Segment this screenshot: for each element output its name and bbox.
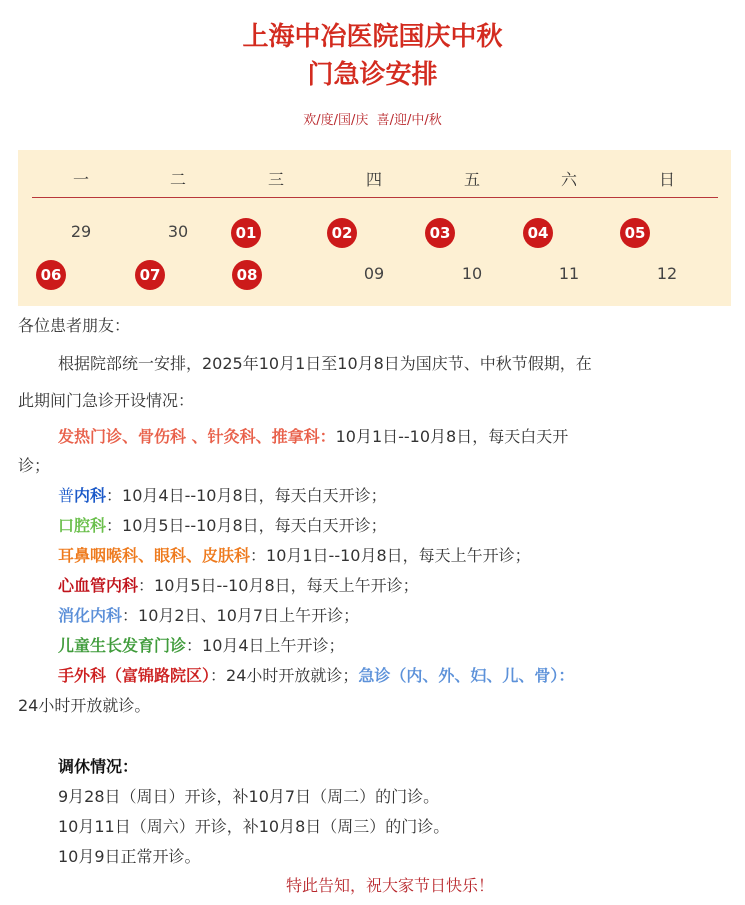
- adjustment-heading: 调休情况：: [58, 757, 139, 776]
- adjustment-line: 9月28日（周日）开诊，补10月7日（周二）的门诊。: [58, 787, 440, 806]
- schedule-detail: ：10月4日上午开诊；: [186, 636, 345, 655]
- adjustment-line: 10月11日（周六）开诊，补10月8日（周三）的门诊。: [58, 817, 450, 836]
- schedule-item-dental: [58, 511, 387, 541]
- schedule-item-internal-medicine: [58, 481, 387, 511]
- schedule-item-fever-ortho: [58, 422, 568, 452]
- weekday-mon: 一: [72, 170, 89, 189]
- department-name: 儿童生长发育门诊: [58, 636, 187, 655]
- schedule-detail: 10月1日--10月8日，每天白天开: [335, 427, 569, 446]
- intro-paragraph-line-2: 此期间门急诊开设情况：: [18, 391, 195, 410]
- schedule-detail: ：10月5日--10月8日，每天白天开诊；: [106, 516, 387, 535]
- calendar-weekday-header: [18, 167, 731, 193]
- schedule-item-continuation: 诊；: [18, 456, 51, 475]
- department-name: 内科: [74, 486, 107, 505]
- weekday-thu: 四: [365, 170, 382, 189]
- calendar-day-holiday: 01: [201, 218, 291, 248]
- calendar-day: 10: [461, 264, 483, 283]
- calendar-day-holiday: 08: [202, 260, 292, 290]
- closing-note: 特此告知，祝大家节日快乐！: [285, 876, 494, 895]
- calendar-day-holiday: 05: [590, 218, 680, 248]
- department-name: 心血管内科: [58, 576, 139, 595]
- holiday-calendar: [18, 150, 731, 306]
- department-name: 发热门诊、骨伤科 、针灸科、推拿科：: [58, 427, 336, 446]
- schedule-item-hand-surgery: [58, 661, 574, 691]
- greeting: 各位患者朋友：: [18, 316, 131, 335]
- weekday-sun: 日: [658, 170, 675, 189]
- calendar-day: 12: [656, 264, 678, 283]
- calendar-divider: [32, 197, 718, 198]
- department-name: 消化内科: [58, 606, 123, 625]
- emergency-department: 急诊（内、外、妇、儿、骨）：: [358, 666, 575, 685]
- calendar-day: 29: [70, 222, 92, 241]
- calendar-day: 11: [558, 264, 580, 283]
- schedule-item-ent-eye-skin: [58, 541, 531, 571]
- page-title: [0, 18, 745, 94]
- schedule-detail: ：10月4日--10月8日，每天白天开诊；: [106, 486, 387, 505]
- department-name: 手外科（富锦路院区）: [58, 666, 211, 685]
- calendar-day-holiday: 02: [297, 218, 387, 248]
- schedule-item-gastro: [58, 601, 359, 631]
- department-prefix: 普: [58, 486, 75, 505]
- calendar-day: 30: [167, 222, 189, 241]
- department-name: 耳鼻咽喉科、眼科、皮肤科: [58, 546, 251, 565]
- schedule-item-child-growth: [58, 631, 345, 661]
- title-line-1: 上海中冶医院国庆中秋: [242, 22, 503, 52]
- calendar-day-holiday: 07: [105, 260, 195, 290]
- calendar-day-holiday: 04: [493, 218, 583, 248]
- schedule-detail: ：10月1日--10月8日，每天上午开诊；: [250, 546, 531, 565]
- weekday-fri: 五: [463, 170, 480, 189]
- title-line-2: 门急诊安排: [307, 60, 438, 90]
- department-name: 口腔科: [58, 516, 107, 535]
- adjustment-line: 10月9日正常开诊。: [58, 847, 201, 866]
- schedule-detail: ：10月2日、10月7日上午开诊；: [122, 606, 360, 625]
- weekday-wed: 三: [267, 170, 284, 189]
- calendar-day-holiday: 06: [6, 260, 96, 290]
- calendar-day-holiday: 03: [395, 218, 485, 248]
- subtitle: 欢/度/国/庆 喜/迎/中/秋: [303, 113, 442, 128]
- calendar-day: 09: [363, 264, 385, 283]
- intro-paragraph-line-1: 根据院部统一安排，2025年10月1日至10月8日为国庆节、中秋节假期，在: [58, 354, 592, 373]
- schedule-item-continuation: 24小时开放就诊。: [18, 696, 151, 715]
- schedule-detail: ：24小时开放就诊；: [210, 666, 359, 685]
- schedule-item-cardiology: [58, 571, 419, 601]
- weekday-tue: 二: [169, 170, 186, 189]
- schedule-detail: ：10月5日--10月8日，每天上午开诊；: [138, 576, 419, 595]
- weekday-sat: 六: [560, 170, 577, 189]
